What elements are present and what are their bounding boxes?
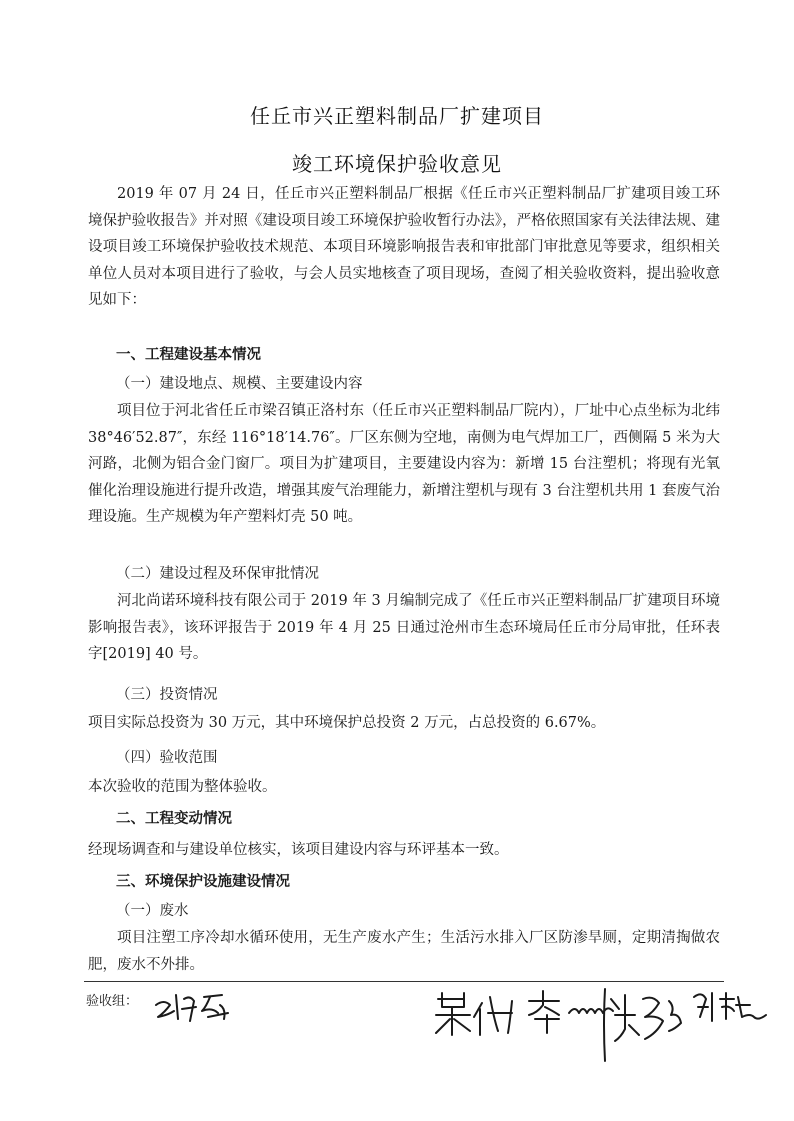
- footer-divider: [84, 981, 724, 982]
- section-1-2-heading: （二）建设过程及环保审批情况: [116, 566, 319, 582]
- signature-4: [595, 985, 690, 1065]
- section-1-heading: 一、工程建设基本情况: [116, 346, 261, 363]
- section-3-1-text: 项目注塑工序冷却水循环使用，无生产废水产生；生活污水排入厂区防渗旱厕，定期清掏做农肥，废水不外排。: [88, 930, 720, 973]
- document-title: 任丘市兴正塑料制品厂扩建项目: [250, 104, 544, 128]
- section-1-4-text: 本次验收的范围为整体验收。: [88, 779, 277, 795]
- document-subtitle: 竣工环境保护验收意见: [292, 152, 502, 176]
- section-1-4-heading: （四）验收范围: [116, 750, 218, 766]
- signature-2: [430, 985, 530, 1040]
- signature-1: [150, 985, 250, 1030]
- section-1-1-text: 项目位于河北省任丘市梁召镇正洛村东（任丘市兴正塑料制品厂院内），厂址中心点坐标为北纬 38°46′52.87″，东经 116°18′14.76″。厂区东侧为空地，南侧为电气焊加工厂，西侧隔 5 米为大河路，北侧为铝合金门窗厂。项目为扩建项目，主要建设内容为：新增 15 台注塑机；将现有光氧催化治理设施进行提升改造，增强其废气治理能力，新增注塑机与现有 3 台注塑机共用 1 套废气治理设施。生产规模为年产塑料灯壳 50 吨。: [88, 403, 720, 526]
- signature-5: [690, 985, 770, 1030]
- section-2-text: 经现场调查和与建设单位核实，该项目建设内容与环评基本一致。: [88, 842, 509, 858]
- section-3-1-heading: （一）废水: [116, 903, 189, 919]
- section-1-1-heading: （一）建设地点、规模、主要建设内容: [116, 376, 363, 392]
- section-1-3-heading: （三）投资情况: [116, 687, 218, 703]
- section-2-heading: 二、工程变动情况: [116, 810, 232, 827]
- section-1-2-text: 河北尚诺环境科技有限公司于 2019 年 3 月编制完成了《任丘市兴正塑料制品厂扩建项目环境影响报告表》，该环评报告于 2019 年 4 月 25 日通过沧州市生态环境局任丘市分局审批，任环表字[2019] 40 号。: [88, 593, 720, 663]
- acceptance-group-label: 验收组：: [86, 994, 139, 1009]
- section-1-3-text: 项目实际总投资为 30 万元，其中环境保护总投资 2 万元，占总投资的 6.67%。: [88, 715, 606, 731]
- section-3-heading: 三、环境保护设施建设情况: [116, 873, 290, 890]
- intro-paragraph: 2019 年 07 月 24 日，任丘市兴正塑料制品厂根据《任丘市兴正塑料制品厂扩建项目竣工环境保护验收报告》并对照《建设项目竣工环境保护验收暂行办法》，严格依照国家有关法律法规、建设项目竣工环境保护验收技术规范、本项目环境影响报告表和审批部门审批意见等要求，组织相关单位人员对本项目进行了验收，与会人员实地核查了项目现场，查阅了相关验收资料，提出验收意见如下：: [88, 186, 720, 309]
